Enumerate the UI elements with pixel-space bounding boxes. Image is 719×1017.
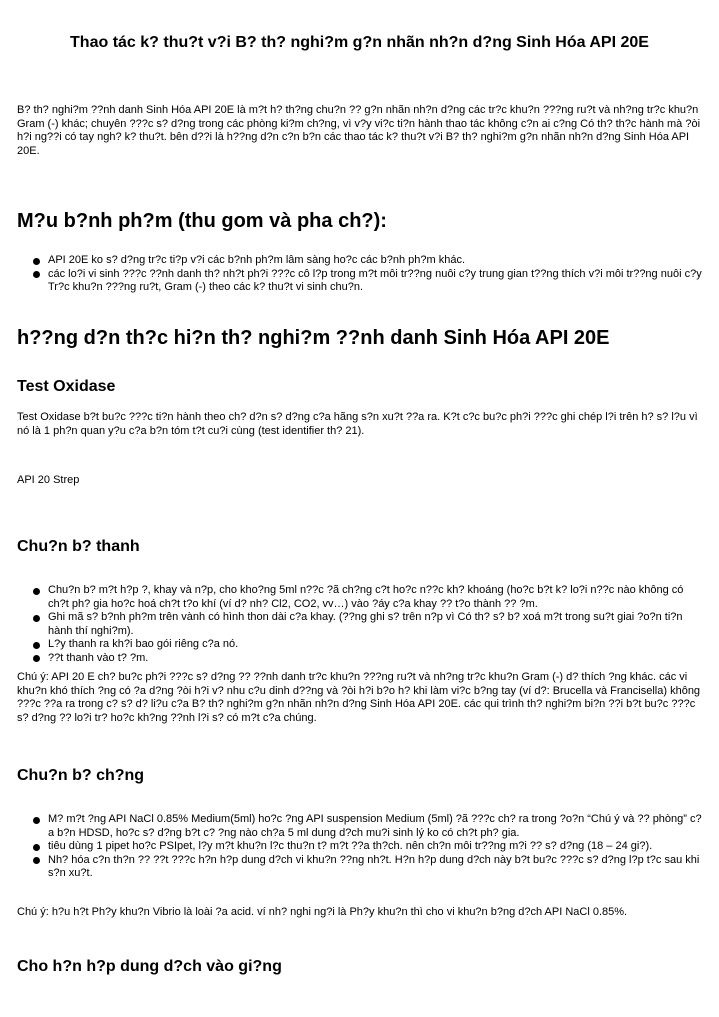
list-item-text: tiêu dùng 1 pipet ho?c PSIpet, l?y m?t khu?n l?c thu?n t? m?t ??a th?ch. nên ch?n môi tr??ng m?i ?? s? d?ng (18 – 24 gi?). xyxy=(48,840,653,852)
medium-heading: Chu?n b? ch?ng xyxy=(17,767,145,784)
list-item xyxy=(32,638,704,652)
oxidase-paragraph: Test Oxidase b?t bu?c ???c ti?n hành theo ch? d?n s? d?ng c?a hãng s?n xu?t ??a ra. K?t c?c bu?c ph?i ???c ghi chép l?i trên h? s? l?u vì nó là 1 ph?n quan y?u c?a b?n tóm t?t cu?i cùng (test identifier th? 21). xyxy=(17,411,698,437)
list-item xyxy=(32,840,704,854)
bullet-icon xyxy=(33,844,40,851)
list-item xyxy=(32,854,704,881)
bullet-icon xyxy=(33,817,40,824)
bullet-icon xyxy=(33,655,40,662)
medium-list xyxy=(32,813,704,881)
bullet-icon xyxy=(33,258,40,265)
list-item xyxy=(32,254,704,268)
bullet-icon xyxy=(33,857,40,864)
intro-paragraph: B? th? nghi?m ??nh danh Sinh Hóa API 20E là m?t h? th?ng chu?n ?? g?n nhãn nh?n d?ng các tr?c khu?n ???ng ru?t và nh?ng tr?c khu?n Gram (-) khác; chuyên ???c s? d?ng trong các phòng ki?m ch?ng, vì v?y vi?c ti?n hành thao tác không c?n ai c?ng Có th? th?c hành mà ?òi h?i ng??i có tay ngh? k? thu?t. bên d??i là h??ng d?n c?n b?n các thao tác k? thu?t v?i B? th? nghi?m g?n nhãn nh?n d?ng Sinh Hóa API 20E. xyxy=(17,104,701,157)
list-item-text: các lo?i vi sinh ???c ??nh danh th? nh?t ph?i ???c cô l?p trong m?t môi tr??ng nuôi c?y trung gian t??ng thích v?i môi tr??ng nuôi c?y Tr?c khu?n ???ng ru?t, Gram (-) theo các k? thu?t vi sinh chu?n. xyxy=(48,267,702,293)
oxidase-heading: Test Oxidase xyxy=(17,378,116,395)
list-item-text: Chu?n b? m?t h?p ?, khay và n?p, cho kho?ng 5ml n??c ?ã ch?ng c?t ho?c n??c kh? khoáng (ho?c b?t k? lo?i n??c nào không có ch?t ph? gia ho?c hoá ch?t t?o khí (ví d? nh? Cl2, CO2, vv…) vào ?áy c?a khay ?? t?o thành ?? ?m. xyxy=(48,584,684,610)
list-item-text: API 20E ko s? d?ng tr?c ti?p v?i các b?nh ph?m lâm sàng ho?c các b?nh ph?m khác. xyxy=(48,254,466,266)
list-item xyxy=(32,268,704,295)
sample-list xyxy=(32,254,704,295)
guide-heading: h??ng d?n th?c hi?n th? nghi?m ??nh danh Sinh Hóa API 20E xyxy=(17,327,610,349)
list-item-text: Ghi mã s? b?nh ph?m trên vành có hình thon dài c?a khay. (??ng ghi s? trên n?p vì Có th? s? b? xoá m?t trong su?t giai ?o?n ti?n hành thí nghi?m). xyxy=(48,611,683,637)
list-item-text: M? m?t ?ng API NaCl 0.85% Medium(5ml) ho?c ?ng API suspension Medium (5ml) ?ã ???c ch? ra trong ?o?n “Chú ý và ?? phòng” c?a b?n HDSD, ho?c s? d?ng b?t c? ?ng nào ch?a 5 ml dung d?ch mu?i sinh lý ko có ch?t ph? gia. xyxy=(48,813,702,839)
strip-list xyxy=(32,584,704,665)
list-item-text: Nh? hóa c?n th?n ?? ??t ???c h?n h?p dung d?ch vi khu?n ??ng nh?t. H?n h?p dung d?ch này b?t bu?c ???c s? d?ng l?p t?c sau khi s?n xu?t. xyxy=(48,853,700,879)
mix-heading: Cho h?n h?p dung d?ch vào gi?ng xyxy=(17,958,282,975)
list-item-text: L?y thanh ra kh?i bao gói riêng c?a nó. xyxy=(48,638,239,650)
sample-heading: M?u b?nh ph?m (thu gom và pha ch?): xyxy=(17,210,387,232)
strip-heading: Chu?n b? thanh xyxy=(17,538,140,555)
list-item-text: ??t thanh vào t? ?m. xyxy=(48,651,149,664)
strep-label: API 20 Strep xyxy=(17,474,80,486)
bullet-icon xyxy=(33,642,40,649)
strip-note: Chú ý: API 20 E ch? bu?c ph?i ???c s? d?ng ?? ??nh danh tr?c khu?n ???ng ru?t và nh?ng tr?c khu?n Gram (-) d? thích ?ng khác. các vi khu?n khó thích ?ng có ?a d?ng ?òi h?i v? nhu c?u dinh d??ng và ?òi h?i b?o h? khi làm vi?c b?ng tay (ví d?: Brucella và Francisella) không ???c ??a ra trong c? s? d? li?u c?a B? th? nghi?m g?n nhãn nh?n d?ng Sinh Hóa API 20E. các qui trình th? nghi?m bi?n ??i b?t bu?c ???c s? d?ng ?? lo?i tr? ho?c kh?ng ??nh l?i s? có m?t c?a chúng. xyxy=(17,671,701,724)
bullet-icon xyxy=(33,615,40,622)
medium-note: Chú ý: h?u h?t Ph?y khu?n Vibrio là loài ?a acid. ví nh? nghi ng?i là Ph?y khu?n thì cho vi khu?n b?ng d?ch API NaCl 0.85%. xyxy=(17,906,628,918)
list-item xyxy=(32,584,704,611)
list-item xyxy=(32,652,704,666)
bullet-icon xyxy=(33,588,40,595)
list-item xyxy=(32,611,704,638)
bullet-icon xyxy=(33,271,40,278)
page-title: Thao tác k? thu?t v?i B? th? nghi?m g?n nhãn nh?n d?ng Sinh Hóa API 20E xyxy=(70,34,649,51)
list-item xyxy=(32,813,704,840)
